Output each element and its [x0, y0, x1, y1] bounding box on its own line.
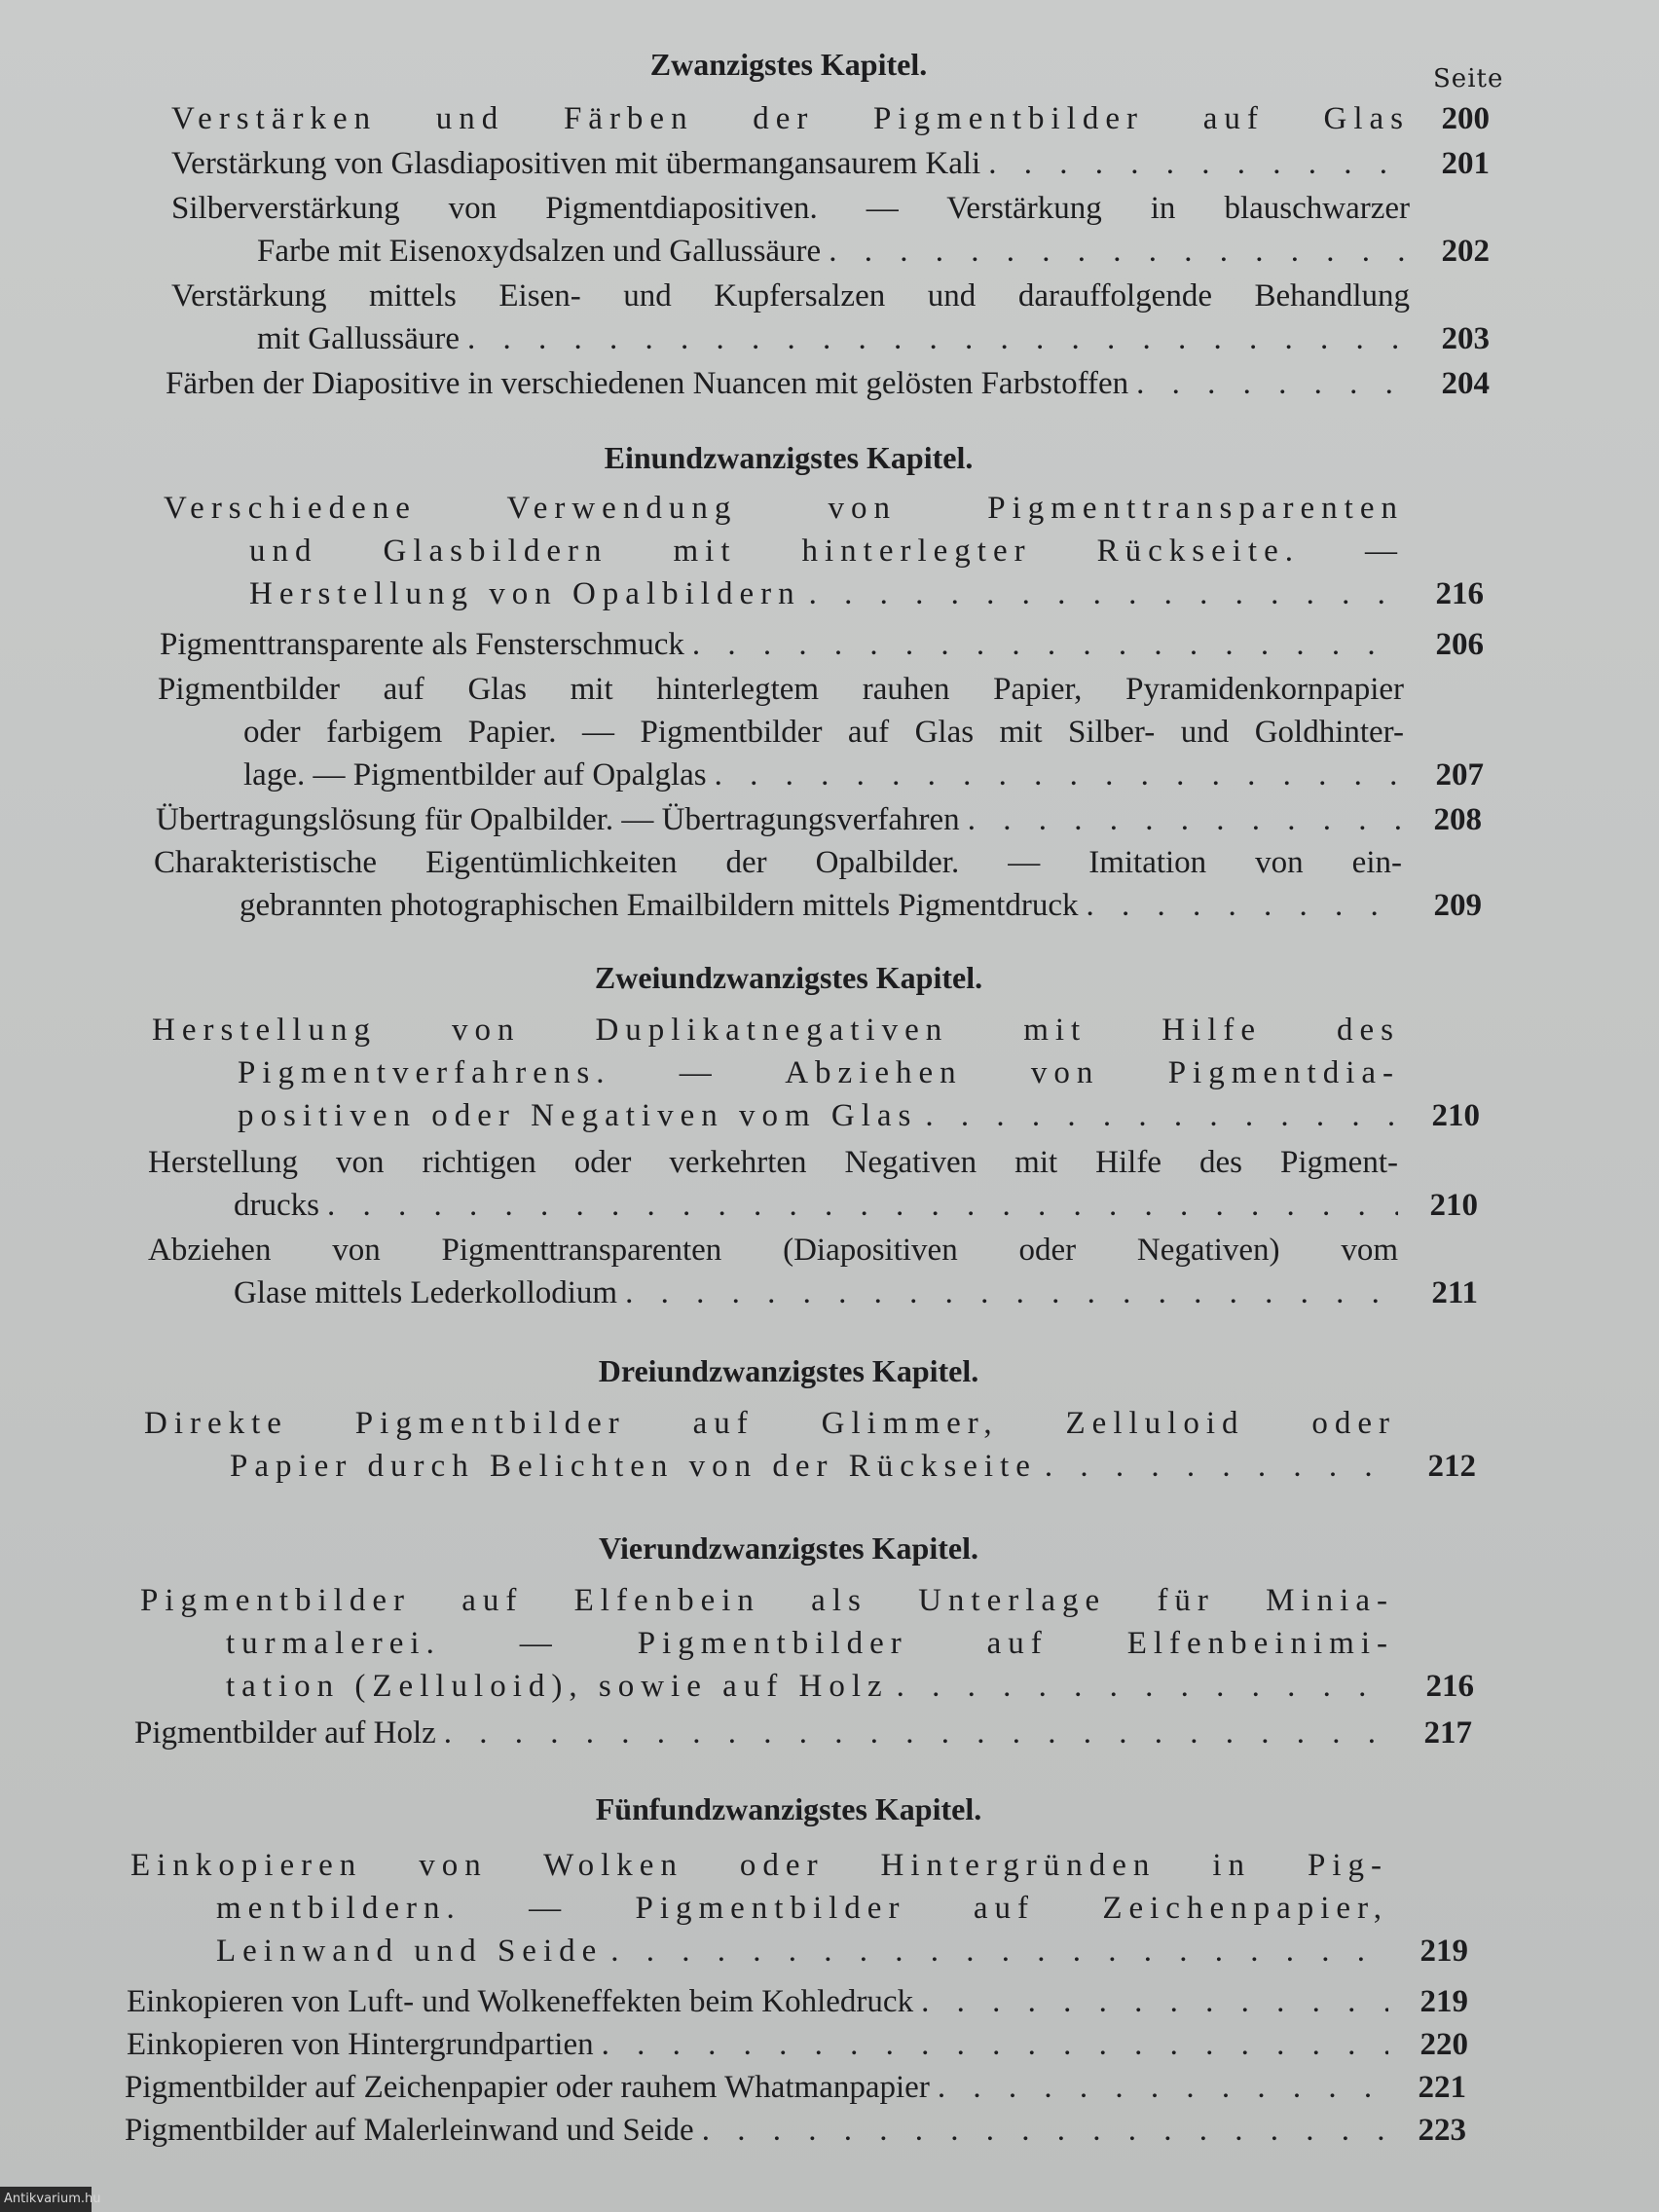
toc-entry: Pigmentbilder auf Zeichenpapier oder rauhem Whatmanpapier . . . 221: [125, 2066, 1466, 2109]
page-number: 216: [1435, 576, 1484, 611]
toc-entry: Verschiedene Verwendung von Pigmenttransparenten und Glasbildern mit hinterlegter Rückseite. — Herstellung von Opalbildern . . . 216: [164, 487, 1484, 615]
toc-entry: Einkopieren von Wolken oder Hintergründen in Pig- mentbildern. — Pigmentbilder auf Zeichenpapier, Leinwand und Seide . . . 219: [130, 1844, 1468, 1972]
watermark: Antikvarium.hu: [0, 2187, 92, 2212]
page-number: 206: [1435, 627, 1484, 662]
toc-entry: Pigmenttransparente als Fensterschmuck . . . 206: [160, 623, 1484, 666]
toc-entry: Silberverstärkung von Pigmentdiapositiven. — Verstärkung in blauschwarzer Farbe mit Eisenoxydsalzen und Gallussäure . . . 202: [171, 187, 1490, 273]
page-number: 212: [1427, 1449, 1476, 1484]
page-number: 202: [1441, 234, 1490, 269]
chapter-heading: Einundzwanzigstes Kapitel.: [604, 440, 974, 475]
page-number: 210: [1431, 1098, 1480, 1133]
toc-entry: Direkte Pigmentbilder auf Glimmer, Zelluloid oder Papier durch Belichten von der Rückseite . . . 212: [144, 1402, 1476, 1488]
page-number: 223: [1418, 2113, 1466, 2148]
page-number: 216: [1425, 1669, 1474, 1704]
page-number: 204: [1441, 366, 1490, 401]
page-number: 201: [1441, 146, 1490, 181]
toc-entry: Verstärkung mittels Eisen- und Kupfersalzen und darauffolgende Behandlung mit Gallussäure . . . 203: [171, 275, 1490, 360]
toc-entry: Färben der Diapositive in verschiedenen Nuancen mit gelösten Farbstoffen . . . 204: [166, 362, 1490, 405]
toc-entry: Herstellung von Duplikatnegativen mit Hilfe des Pigmentverfahrens. — Abziehen von Pigmentdia- positiven oder Negativen vom Glas . . . 210: [152, 1009, 1480, 1137]
page-number: 203: [1441, 321, 1490, 356]
toc-entry: Übertragungslösung für Opalbilder. — Übertragungsverfahren . . . 208: [156, 798, 1482, 841]
page-number: 211: [1431, 1275, 1478, 1310]
seite-label: Seite: [1433, 64, 1504, 93]
toc-entry: Verstärken und Färben der Pigmentbilder auf Glas 200: [171, 97, 1490, 140]
chapter-heading: Vierundzwanzigstes Kapitel.: [599, 1530, 978, 1566]
chapter-heading: Zweiundzwanzigstes Kapitel.: [594, 960, 983, 995]
page-number: 210: [1429, 1188, 1478, 1223]
chapter-heading: Zwanzigstes Kapitel.: [649, 47, 928, 82]
toc-entry: Abziehen von Pigmenttransparenten (Diapositiven oder Negativen) vom Glase mittels Lederkollodium . . . 211: [148, 1229, 1478, 1314]
page-number: 219: [1419, 1984, 1468, 2019]
toc-entry: Pigmentbilder auf Malerleinwand und Seide . . . 223: [125, 2109, 1466, 2152]
page-number: 209: [1433, 888, 1482, 923]
toc-entry: Pigmentbilder auf Holz . . . 217: [134, 1712, 1472, 1754]
page-number: 208: [1433, 802, 1482, 837]
toc-entry: Pigmentbilder auf Elfenbein als Unterlage für Minia- turmalerei. — Pigmentbilder auf Elfenbeinimi- tation (Zelluloid), sowie auf Holz . . . 216: [140, 1579, 1474, 1708]
toc-entry: Charakteristische Eigentümlichkeiten der Opalbilder. — Imitation von ein- gebrannten photographischen Emailbildern mittels Pigmentdruck . . . 209: [154, 841, 1482, 927]
page-number: 219: [1419, 1934, 1468, 1969]
toc-entry: Einkopieren von Luft- und Wolkeneffekten beim Kohledruck . . . 219: [127, 1980, 1468, 2023]
page-number: 221: [1418, 2070, 1466, 2105]
page-number: 200: [1441, 101, 1490, 136]
chapter-heading: Dreiundzwanzigstes Kapitel.: [598, 1353, 979, 1388]
toc-entry: Herstellung von richtigen oder verkehrten Negativen mit Hilfe des Pigment- drucks . . . 210: [148, 1141, 1478, 1227]
page-number: 207: [1435, 757, 1484, 793]
toc-entry: Verstärkung von Glasdiapositiven mit übermangansaurem Kali . . . 201: [171, 142, 1490, 185]
page-number: 217: [1423, 1715, 1472, 1751]
toc-entry: Einkopieren von Hintergrundpartien . . . 220: [127, 2023, 1468, 2066]
page-number: 220: [1419, 2027, 1468, 2062]
toc-entry: Pigmentbilder auf Glas mit hinterlegtem rauhen Papier, Pyramidenkornpapier oder farbigem Papier. — Pigmentbilder auf Glas mit Silber- und Goldhinter- lage. — Pigmentbilder auf Opalglas . . . 207: [158, 668, 1484, 796]
chapter-heading: Fünfundzwanzigstes Kapitel.: [595, 1791, 982, 1826]
